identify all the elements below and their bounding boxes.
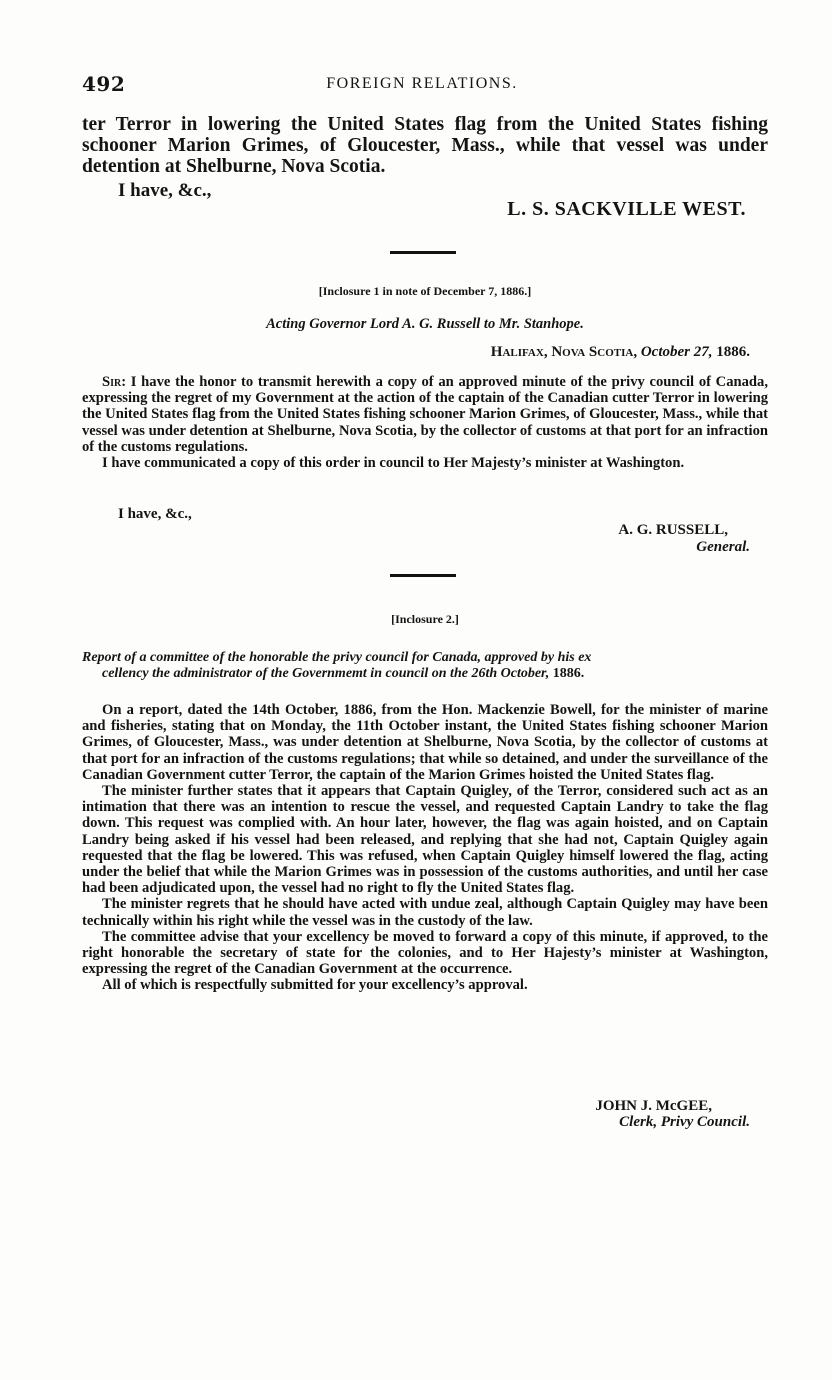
continuation-paragraph — [82, 114, 768, 177]
report-body — [82, 702, 768, 994]
inclosure1-caption: [Inclosure 1 in note of December 7, 1886.] — [318, 284, 532, 298]
inclosure2-caption: [Inclosure 2.] — [391, 612, 459, 626]
salutation: Sir: — [102, 374, 127, 390]
report-title — [82, 650, 768, 682]
inclosure1-body — [82, 374, 768, 471]
inclosure1-title: Acting Governor Lord A. G. Russell to Mr. Stanhope. — [266, 316, 584, 332]
report-title-line1: Report of a committee of the honorable the privy council for Canada, approved by his ex — [82, 650, 592, 665]
dateline — [491, 344, 750, 361]
report-para: The minister further states that it appears that Captain Quigley, of the Terror, considered such act as an intimation that there was an intention to rescue the vessel, and requested Captain Landry to take the flag down. This request was complied with. An hour later, however, the flag was again hoisted, and on Captain Landry being asked if his vessel had been released, and replying that she had not, Captain Quigley again requested that the flag be lowered. This was refused, when Captain Quigley himself lowered the flag, acting under the belief that while the Marion Grimes was in possession of the customs authorities, and until her case had been adjudicated upon, the vessel had no right to fly the United States flag. — [82, 783, 768, 897]
page-number: 492 — [82, 72, 126, 96]
section-divider — [390, 251, 456, 254]
report-para: The committee advise that your excellency be moved to forward a copy of this minute, if approved, to the right honorable the secretary of state for the colonies, and to Her Hajesty’s minister at Washington, expressing the regret of the Canadian Government at the occurrence. — [82, 928, 768, 978]
report-title-line2 — [82, 666, 768, 682]
report-para: On a report, dated the 14th October, 1886, from the Hon. Mackenzie Bowell, for the minister of marine and fisheries, stating that on Monday, the 11th October instant, the United States fishing schooner Marion Grimes, of Gloucester, Mass., was under detention at Shelburne, Nova Scotia, by the collector of customs at that port for an infraction of the customs regulations; that while so detained, and under the surveillance of the Canadian Government cutter Terror, the captain of the Marion Grimes hoisted the United States flag. — [82, 702, 768, 783]
inclosure1-para2: I have communicated a copy of this order in council to Her Majesty’s minister at Washington. — [102, 455, 685, 472]
mcgee-signature-name: JOHN J. McGEE, — [595, 1098, 712, 1114]
dateline-date: October 27, — [640, 344, 713, 360]
inclosure1-closing: I have, &c., — [118, 506, 192, 522]
continuation-text: ter Terror in lowering the United States flag from the United States fishing schooner Marion Grimes, of Gloucester, Mass., while that vessel was under detention at Shelburne, Nova Scotia. — [82, 114, 768, 177]
section-divider — [390, 574, 456, 577]
inclosure1-para1-text: I have the honor to transmit herewith a copy of an approved minute of the privy council of Canada, expressing the regret of my Government at the action of the captain of the Canadian cutter Terror in lowering the United States flag from the United States fishing schooner Marion Grimes, of Gloucester, Mass., while that vessel was under detention at Shelburne, Nova Scotia, by the collector of customs at that port for an infraction of the customs regulations. — [82, 374, 768, 455]
page-header — [82, 72, 762, 98]
report-title-year: 1886. — [552, 666, 585, 681]
report-para: The minister regrets that he should have acted with undue zeal, although Captain Quigley may have been technically within his right while the vessel was in the custody of the law. — [82, 896, 768, 929]
report-para: All of which is respectfully submitted for your excellency’s approval. — [102, 977, 528, 994]
russell-signature-title: General. — [696, 539, 750, 555]
mcgee-signature-title: Clerk, Privy Council. — [619, 1114, 750, 1130]
running-head: FOREIGN RELATIONS. — [326, 75, 518, 92]
dateline-place: Halifax, Nova Scotia, — [490, 344, 638, 360]
russell-signature-name: A. G. RUSSELL, — [618, 522, 728, 538]
inclosure1-para1 — [82, 374, 768, 455]
dateline-year: 1886. — [716, 344, 750, 360]
report-title-line2-text: cellency the administrator of the Governmemt in council on the 26th October, — [102, 666, 550, 681]
sackville-west-signature: L. S. SACKVILLE WEST. — [507, 198, 746, 220]
first-closing: I have, &c., — [118, 180, 212, 201]
